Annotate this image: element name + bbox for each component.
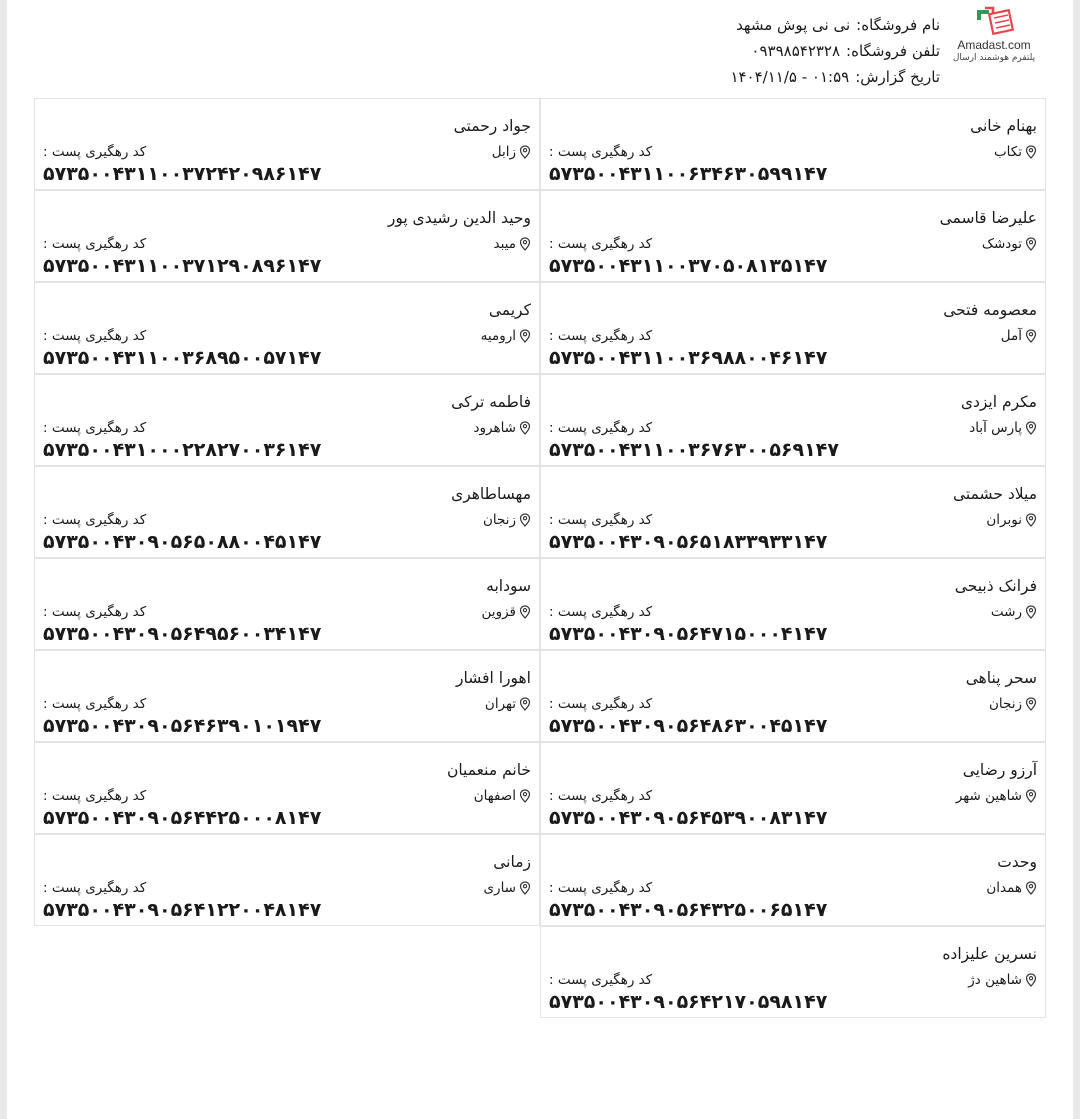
tracking-label: کد رهگیری پست : (549, 972, 653, 988)
location-pin-icon (519, 605, 531, 619)
location-pin-icon (1025, 329, 1037, 343)
location-pin-icon (1025, 605, 1037, 619)
tracking-label: کد رهگیری پست : (549, 236, 653, 252)
recipient-name: سودابه (486, 577, 531, 595)
shipment-card (34, 558, 540, 650)
city-name: پارس آباد (969, 420, 1022, 436)
recipient-city (483, 880, 531, 896)
recipient-name: فرانک ذبیحی (954, 577, 1037, 595)
recipient-city (956, 788, 1037, 804)
report-page (7, 0, 1073, 1119)
shipment-card (34, 190, 540, 282)
tracking-code[interactable]: ۵۷۳۵۰۰۴۳۰۹۰۵۶۴۷۱۵۰۰۰۴۱۴۷ (549, 623, 828, 645)
recipient-name: آرزو رضایی (962, 761, 1037, 779)
tracking-label: کد رهگیری پست : (43, 512, 147, 528)
location-pin-icon (519, 421, 531, 435)
recipient-city (986, 512, 1037, 528)
location-pin-icon (519, 697, 531, 711)
tracking-label: کد رهگیری پست : (43, 236, 147, 252)
recipient-name: وحید الدین رشیدی پور (387, 209, 531, 227)
tracking-code[interactable]: ۵۷۳۵۰۰۴۳۱۱۰۰۳۶۷۶۳۰۰۵۶۹۱۴۷ (549, 439, 839, 461)
city-name: زنجان (482, 512, 516, 528)
recipient-name: میلاد حشمتی (952, 485, 1037, 503)
store-info (730, 12, 940, 90)
recipient-name: نسرین علیزاده (942, 945, 1037, 963)
recipient-city (989, 696, 1037, 712)
tracking-code[interactable]: ۵۷۳۵۰۰۴۳۰۹۰۵۶۴۵۳۹۰۰۸۳۱۴۷ (549, 807, 828, 829)
recipient-city (494, 236, 531, 252)
tracking-code[interactable]: ۵۷۳۵۰۰۴۳۰۹۰۵۶۴۳۲۵۰۰۶۵۱۴۷ (549, 899, 828, 921)
recipient-name: کریمی (488, 301, 531, 319)
location-pin-icon (1025, 697, 1037, 711)
city-name: ساری (483, 880, 516, 896)
shipment-card (540, 98, 1046, 190)
city-name: زابل (491, 144, 516, 160)
city-name: زنجان (988, 696, 1022, 712)
city-name: میبد (493, 236, 516, 252)
tracking-label: کد رهگیری پست : (43, 788, 147, 804)
empty-cell (34, 926, 540, 1018)
shipment-card (540, 650, 1046, 742)
location-pin-icon (1025, 513, 1037, 527)
tracking-label: کد رهگیری پست : (549, 880, 653, 896)
recipient-name: خانم منعمیان (446, 761, 531, 779)
recipient-name: مهساطاهری (451, 485, 531, 503)
tracking-label: کد رهگیری پست : (549, 604, 653, 620)
city-name: همدان (986, 880, 1022, 896)
shipment-card (540, 834, 1046, 926)
recipient-city (483, 512, 531, 528)
city-name: قزوین (481, 604, 516, 620)
recipient-city (492, 144, 531, 160)
tracking-code[interactable]: ۵۷۳۵۰۰۴۳۱۰۰۰۲۲۸۲۷۰۰۳۶۱۴۷ (43, 439, 322, 461)
shipment-card (540, 466, 1046, 558)
tracking-code[interactable]: ۵۷۳۵۰۰۴۳۰۹۰۵۶۴۲۱۷۰۵۹۸۱۴۷ (549, 991, 828, 1013)
city-name: شاهین شهر (955, 788, 1022, 804)
recipient-name: اهورا افشار (456, 669, 531, 687)
recipient-name: فاطمه ترکی (451, 393, 531, 411)
tracking-code[interactable]: ۵۷۳۵۰۰۴۳۰۹۰۵۶۴۶۳۹۰۱۰۱۹۴۷ (43, 715, 322, 737)
shipment-card (540, 558, 1046, 650)
city-name: نوبران (986, 512, 1022, 528)
shipment-card (540, 190, 1046, 282)
tracking-code[interactable]: ۵۷۳۵۰۰۴۳۰۹۰۵۶۴۹۵۶۰۰۳۴۱۴۷ (43, 623, 322, 645)
tracking-label: کد رهگیری پست : (549, 328, 653, 344)
tracking-label: کد رهگیری پست : (549, 512, 653, 528)
recipient-name: بهنام خانی (970, 117, 1037, 135)
shipment-grid (34, 98, 1046, 1018)
tracking-label: کد رهگیری پست : (43, 696, 147, 712)
tracking-label: کد رهگیری پست : (549, 696, 653, 712)
city-name: شاهین دژ (968, 972, 1022, 988)
recipient-name: علیرضا قاسمی (939, 209, 1037, 227)
shipment-card (34, 834, 540, 926)
store-phone-label: تلفن فروشگاه: (846, 42, 940, 60)
store-name-label: نام فروشگاه: (856, 16, 940, 34)
city-name: تودشک (981, 236, 1022, 252)
shipment-card (34, 98, 540, 190)
tracking-label: کد رهگیری پست : (43, 604, 147, 620)
tracking-code[interactable]: ۵۷۳۵۰۰۴۳۱۱۰۰۳۶۹۸۸۰۰۴۶۱۴۷ (549, 347, 828, 369)
tracking-label: کد رهگیری پست : (43, 880, 147, 896)
location-pin-icon (1025, 421, 1037, 435)
tracking-code[interactable]: ۵۷۳۵۰۰۴۳۱۱۰۰۳۷۲۴۲۰۹۸۶۱۴۷ (43, 163, 322, 185)
tracking-label: کد رهگیری پست : (43, 144, 147, 160)
shipment-card (540, 926, 1046, 1018)
location-pin-icon (519, 513, 531, 527)
store-name: نی نی پوش مشهد (736, 16, 851, 34)
store-name-row (730, 12, 940, 38)
city-name: رشت (990, 604, 1022, 620)
recipient-city (991, 604, 1037, 620)
tracking-code[interactable]: ۵۷۳۵۰۰۴۳۰۹۰۵۶۵۱۸۳۳۹۳۳۱۴۷ (549, 531, 828, 553)
shipment-card (34, 466, 540, 558)
tracking-label: کد رهگیری پست : (549, 788, 653, 804)
tracking-label: کد رهگیری پست : (549, 420, 653, 436)
city-name: تکاب (993, 144, 1022, 160)
shipment-card (540, 282, 1046, 374)
recipient-city (968, 972, 1037, 988)
city-name: شاهرود (473, 420, 516, 436)
city-name: تهران (484, 696, 516, 712)
tracking-code[interactable]: ۵۷۳۵۰۰۴۳۰۹۰۵۶۴۸۶۳۰۰۴۵۱۴۷ (549, 715, 828, 737)
tracking-code[interactable]: ۵۷۳۵۰۰۴۳۱۱۰۰۳۷۱۲۹۰۸۹۶۱۴۷ (43, 255, 322, 277)
recipient-name: مکرم ایزدی (960, 393, 1037, 411)
recipient-name: معصومه فتحی (943, 301, 1037, 319)
tracking-code[interactable]: ۵۷۳۵۰۰۴۳۰۹۰۵۶۴۴۲۵۰۰۰۸۱۴۷ (43, 807, 322, 829)
shipment-card (540, 742, 1046, 834)
recipient-city (481, 328, 531, 344)
recipient-city (994, 144, 1037, 160)
recipient-city (482, 604, 531, 620)
recipient-name: وحدت (997, 853, 1037, 871)
location-pin-icon (1025, 789, 1037, 803)
report-date: ۰۱:۵۹ - ۱۴۰۴/۱۱/۵ (730, 68, 850, 86)
shipment-card (34, 374, 540, 466)
location-pin-icon (1025, 973, 1037, 987)
logo-name: Amadast.com (957, 38, 1031, 52)
tracking-label: کد رهگیری پست : (43, 420, 147, 436)
location-pin-icon (519, 237, 531, 251)
amadast-logo[interactable] (939, 4, 1049, 63)
shipment-card (34, 282, 540, 374)
location-pin-icon (1025, 237, 1037, 251)
recipient-city (1001, 328, 1037, 344)
location-pin-icon (519, 789, 531, 803)
city-name: ارومیه (480, 328, 516, 344)
report-header (7, 0, 1073, 98)
recipient-city (474, 788, 531, 804)
logo-tagline: پلتفرم هوشمند ارسال (952, 53, 1036, 63)
location-pin-icon (1025, 881, 1037, 895)
city-name: اصفهان (473, 788, 516, 804)
parcel-logo-icon (971, 4, 1017, 38)
location-pin-icon (519, 329, 531, 343)
recipient-name: جواد رحمتی (453, 117, 531, 135)
tracking-code[interactable]: ۵۷۳۵۰۰۴۳۱۱۰۰۳۷۰۵۰۸۱۳۵۱۴۷ (549, 255, 828, 277)
recipient-city (969, 420, 1037, 436)
tracking-label: کد رهگیری پست : (549, 144, 653, 160)
tracking-code[interactable]: ۵۷۳۵۰۰۴۳۰۹۰۵۶۴۱۲۲۰۰۴۸۱۴۷ (43, 899, 322, 921)
recipient-city (982, 236, 1037, 252)
report-date-label: تاریخ گزارش: (855, 68, 940, 86)
shipment-card (34, 650, 540, 742)
store-phone-row (730, 38, 940, 64)
shipment-card (540, 374, 1046, 466)
tracking-code[interactable]: ۵۷۳۵۰۰۴۳۰۹۰۵۶۵۰۸۸۰۰۴۵۱۴۷ (43, 531, 322, 553)
location-pin-icon (1025, 145, 1037, 159)
recipient-name: زمانی (493, 853, 531, 871)
recipient-city (485, 696, 531, 712)
city-name: آمل (1000, 328, 1022, 344)
location-pin-icon (519, 145, 531, 159)
tracking-code[interactable]: ۵۷۳۵۰۰۴۳۱۱۰۰۳۶۸۹۵۰۰۵۷۱۴۷ (43, 347, 322, 369)
store-phone: ۰۹۳۹۸۵۴۲۳۲۸ (751, 42, 841, 60)
recipient-city (986, 880, 1037, 896)
tracking-label: کد رهگیری پست : (43, 328, 147, 344)
location-pin-icon (519, 881, 531, 895)
tracking-code[interactable]: ۵۷۳۵۰۰۴۳۱۱۰۰۶۳۴۶۳۰۵۹۹۱۴۷ (549, 163, 828, 185)
recipient-city (473, 420, 531, 436)
recipient-name: سحر پناهی (965, 669, 1037, 687)
shipment-card (34, 742, 540, 834)
report-date-row (730, 64, 940, 90)
